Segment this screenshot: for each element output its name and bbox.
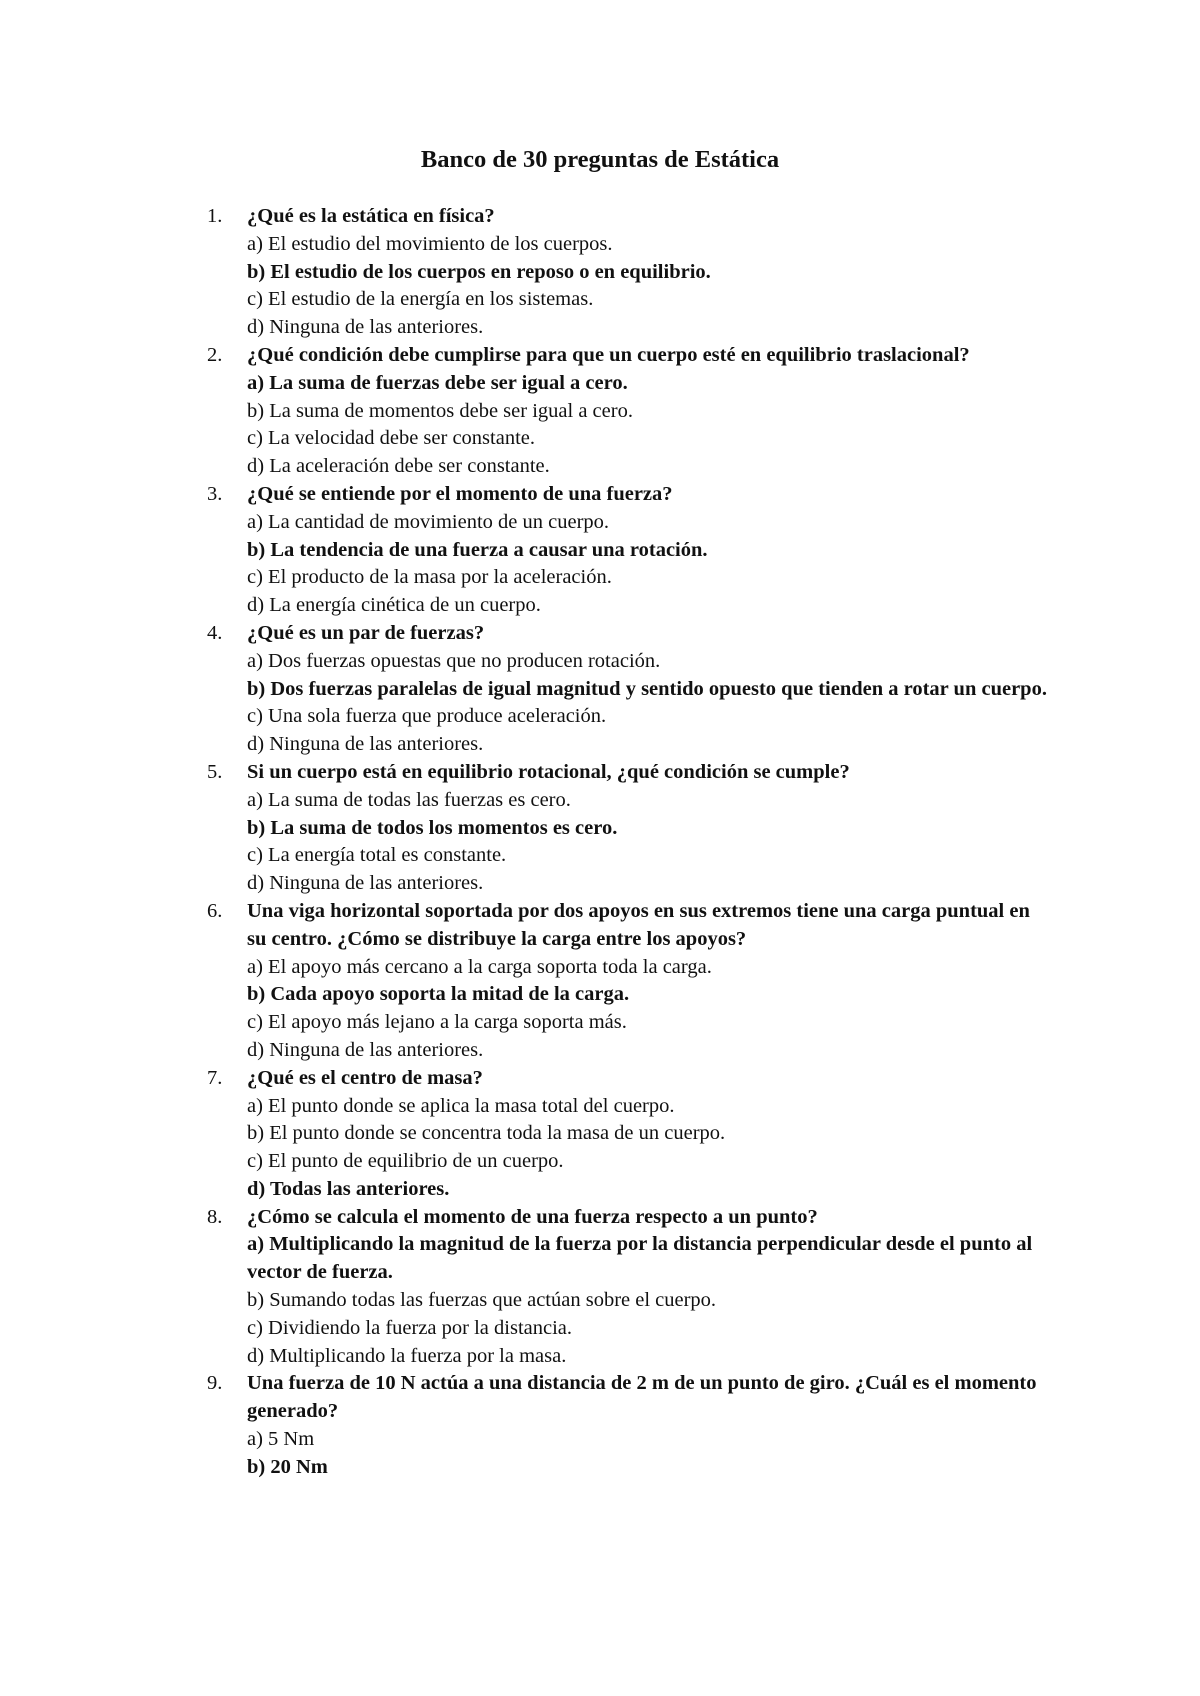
correct-answer-option: b) Cada apoyo soporta la mitad de la carga.	[247, 983, 630, 1006]
correct-answer-option: d) Todas las anteriores.	[247, 1177, 450, 1200]
question-item	[0, 1370, 1047, 1481]
answer-option: c) Una sola fuerza que produce aceleración.	[247, 705, 607, 728]
answer-option: c) El punto de equilibrio de un cuerpo.	[247, 1150, 564, 1173]
answer-option: b) El punto donde se concentra toda la masa de un cuerpo.	[247, 1122, 726, 1145]
answer-option: d) Ninguna de las anteriores.	[247, 1038, 484, 1061]
answer-option: c) El estudio de la energía en los sistemas.	[247, 288, 594, 311]
question-item	[0, 620, 1047, 759]
correct-answer-option: b) La suma de todos los momentos es cero.	[247, 816, 618, 839]
answer-option: a) El punto donde se aplica la masa total del cuerpo.	[247, 1094, 675, 1117]
question-number: 8.	[207, 1205, 223, 1228]
answer-option: c) La energía total es constante.	[247, 844, 507, 867]
question-text: Una fuerza de 10 N actúa a una distancia de 2 m de un punto de giro. ¿Cuál es el momento generado?	[247, 1372, 1037, 1423]
question-item	[0, 898, 1047, 1065]
question-item	[0, 1204, 1047, 1371]
answer-option: a) La cantidad de movimiento de un cuerpo.	[247, 510, 610, 533]
answer-option: c) Dividiendo la fuerza por la distancia.	[247, 1316, 573, 1339]
correct-answer-option: b) Dos fuerzas paralelas de igual magnitud y sentido opuesto que tienden a rotar un cuerpo.	[247, 677, 1047, 700]
question-text: ¿Qué es la estática en física?	[247, 205, 495, 227]
correct-answer-option: b) La tendencia de una fuerza a causar una rotación.	[247, 538, 708, 561]
answer-option: a) La suma de todas las fuerzas es cero.	[247, 788, 571, 811]
question-text: Una viga horizontal soportada por dos apoyos en sus extremos tiene una carga puntual en su centro. ¿Cómo se distribuye la carga entre los apoyos?	[247, 899, 1030, 950]
answer-option: d) Multiplicando la fuerza por la masa.	[247, 1344, 567, 1367]
answer-option: d) Ninguna de las anteriores.	[247, 733, 484, 756]
correct-answer-option: b) 20 Nm	[247, 1455, 328, 1478]
question-number: 3.	[207, 482, 223, 505]
question-item	[0, 481, 1047, 620]
answer-option: d) La aceleración debe ser constante.	[247, 455, 550, 478]
question-number: 6.	[207, 899, 223, 922]
question-text: ¿Qué se entiende por el momento de una fuerza?	[247, 482, 673, 505]
answer-option: a) El estudio del movimiento de los cuerpos.	[247, 232, 613, 255]
question-list	[0, 203, 1200, 1482]
question-item	[0, 203, 1047, 342]
question-item	[0, 759, 1047, 898]
answer-option: a) 5 Nm	[247, 1428, 315, 1451]
question-text: Si un cuerpo está en equilibrio rotacional, ¿qué condición se cumple?	[247, 760, 850, 783]
answer-option: d) Ninguna de las anteriores.	[247, 872, 484, 895]
question-text: ¿Qué condición debe cumplirse para que un cuerpo esté en equilibrio traslacional?	[247, 343, 970, 366]
question-text: ¿Qué es un par de fuerzas?	[247, 621, 485, 644]
question-item	[0, 1065, 1047, 1204]
correct-answer-option: a) La suma de fuerzas debe ser igual a cero.	[247, 371, 628, 394]
question-number: 1.	[207, 205, 223, 227]
answer-option: b) La suma de momentos debe ser igual a cero.	[247, 399, 633, 422]
question-text: ¿Qué es el centro de masa?	[247, 1066, 483, 1089]
question-item	[0, 342, 1047, 481]
answer-option: d) La energía cinética de un cuerpo.	[247, 594, 541, 617]
question-text: ¿Cómo se calcula el momento de una fuerza respecto a un punto?	[247, 1205, 818, 1228]
question-number: 7.	[207, 1066, 223, 1089]
question-number: 2.	[207, 343, 223, 366]
answer-option: c) El producto de la masa por la aceleración.	[247, 566, 612, 589]
question-number: 4.	[207, 621, 223, 644]
question-number: 9.	[207, 1372, 223, 1395]
answer-option: d) Ninguna de las anteriores.	[247, 316, 484, 339]
answer-option: c) El apoyo más lejano a la carga soporta más.	[247, 1011, 627, 1034]
correct-answer-option: b) El estudio de los cuerpos en reposo o en equilibrio.	[247, 260, 711, 283]
answer-option: b) Sumando todas las fuerzas que actúan sobre el cuerpo.	[247, 1289, 717, 1312]
answer-option: a) El apoyo más cercano a la carga soporta toda la carga.	[247, 955, 712, 978]
document-title: Banco de 30 preguntas de Estática	[420, 146, 780, 173]
answer-option: a) Dos fuerzas opuestas que no producen rotación.	[247, 649, 661, 672]
answer-option: c) La velocidad debe ser constante.	[247, 427, 536, 450]
question-number: 5.	[207, 760, 223, 783]
correct-answer-option: a) Multiplicando la magnitud de la fuerza por la distancia perpendicular desde el punto al vector de fuerza.	[247, 1233, 1033, 1284]
